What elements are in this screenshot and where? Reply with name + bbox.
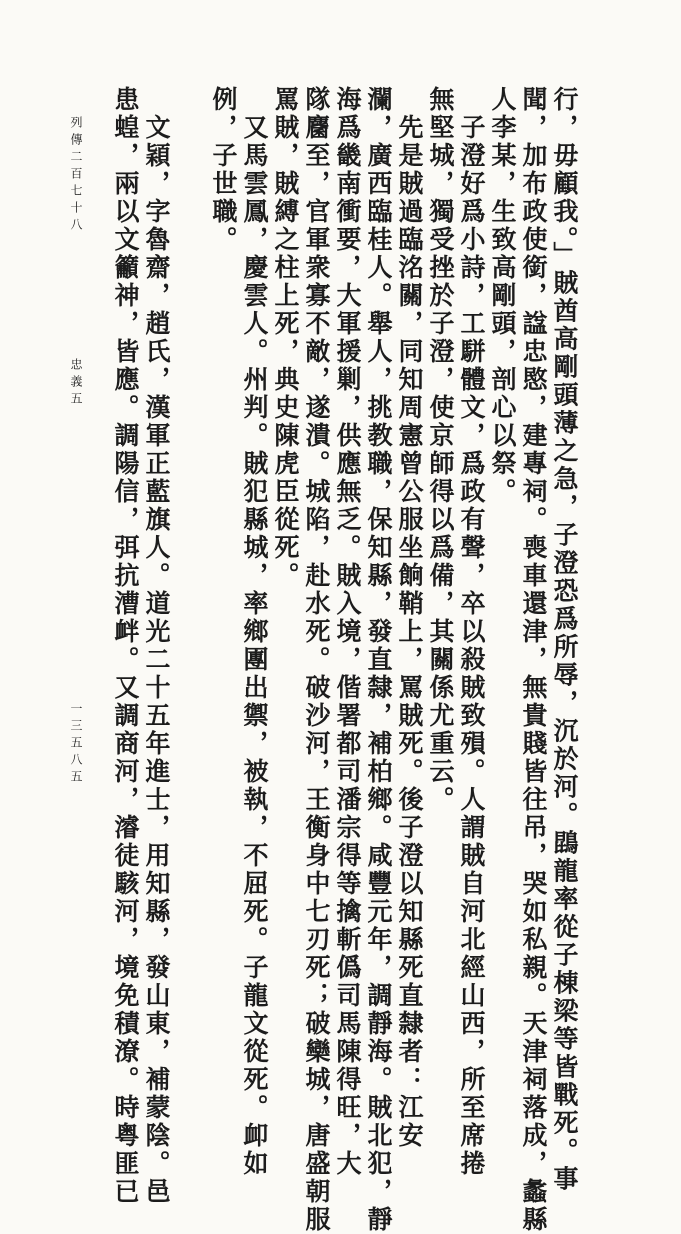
text-column-11: 又馬雲鳳，慶雲人。州判。賊犯縣城，率鄉團出禦，被執，不屈死。子龍文從死。卹如 — [240, 114, 269, 1178]
text-column-6: 先是賊過臨洺關，同知周憲曾公服坐餉鞘上，罵賊死。後子澄以知縣死直隸者：江安 — [395, 114, 424, 1150]
text-column-13: 文穎，字魯齋，趙氏，漢軍正藍旗人。道光二十五年進士，用知縣，發山東，補蒙陰。邑 — [142, 114, 171, 1206]
text-column-4: 子澄好爲小詩，工駢體文，爲政有聲，卒以殺賊致殞。人謂賊自河北經山西，所至席捲 — [457, 114, 486, 1178]
section-label: 忠義五 — [69, 358, 83, 409]
text-column-5: 無堅城，獨受挫於子澄，使京師得以爲備，其關係尤重云。 — [426, 86, 455, 814]
page-number: 一三五八五 — [69, 702, 83, 787]
text-column-14: 患蝗，兩以文籲神，皆應。調陽信，弭抗漕衅。又調商河，濬徒駭河，境免積潦。時粤匪已 — [111, 86, 140, 1206]
text-column-10: 罵賊，賊縛之柱上死，典史陳虎臣從死。 — [271, 86, 300, 590]
text-column-8: 海爲畿南衝要，大軍援剿，供應無乏。賊入境，偕署都司潘宗得等擒斬僞司馬陳得旺，大 — [333, 86, 362, 1178]
text-column-7: 瀾，廣西臨桂人。舉人，挑教職，保知縣，發直隸，補柏鄉。咸豐元年，調靜海。賊北犯，靜 — [364, 86, 393, 1234]
chapter-label: 列傳二百七十八 — [69, 116, 83, 235]
text-column-2: 聞，加布政使銜，諡忠愍，建專祠。喪車還津，無貴賤皆往吊，哭如私親。天津祠落成，蠡縣 — [519, 86, 548, 1234]
text-column-3: 人李某，生致高剛頭，剖心以祭。 — [488, 86, 517, 506]
text-column-1: 行，毋顧我。」賊酋高剛頭薄之急，子澄恐爲所辱，沉於河。鵾龍率從子棟梁等皆戰死。事 — [550, 86, 579, 1194]
text-column-12: 例，子世職。 — [209, 86, 238, 254]
text-column-9: 隊麕至，官軍衆寡不敵，遂潰。城陷，赴水死。破沙河，王衡身中七刃死；破欒城，唐盛朝服 — [302, 86, 331, 1234]
